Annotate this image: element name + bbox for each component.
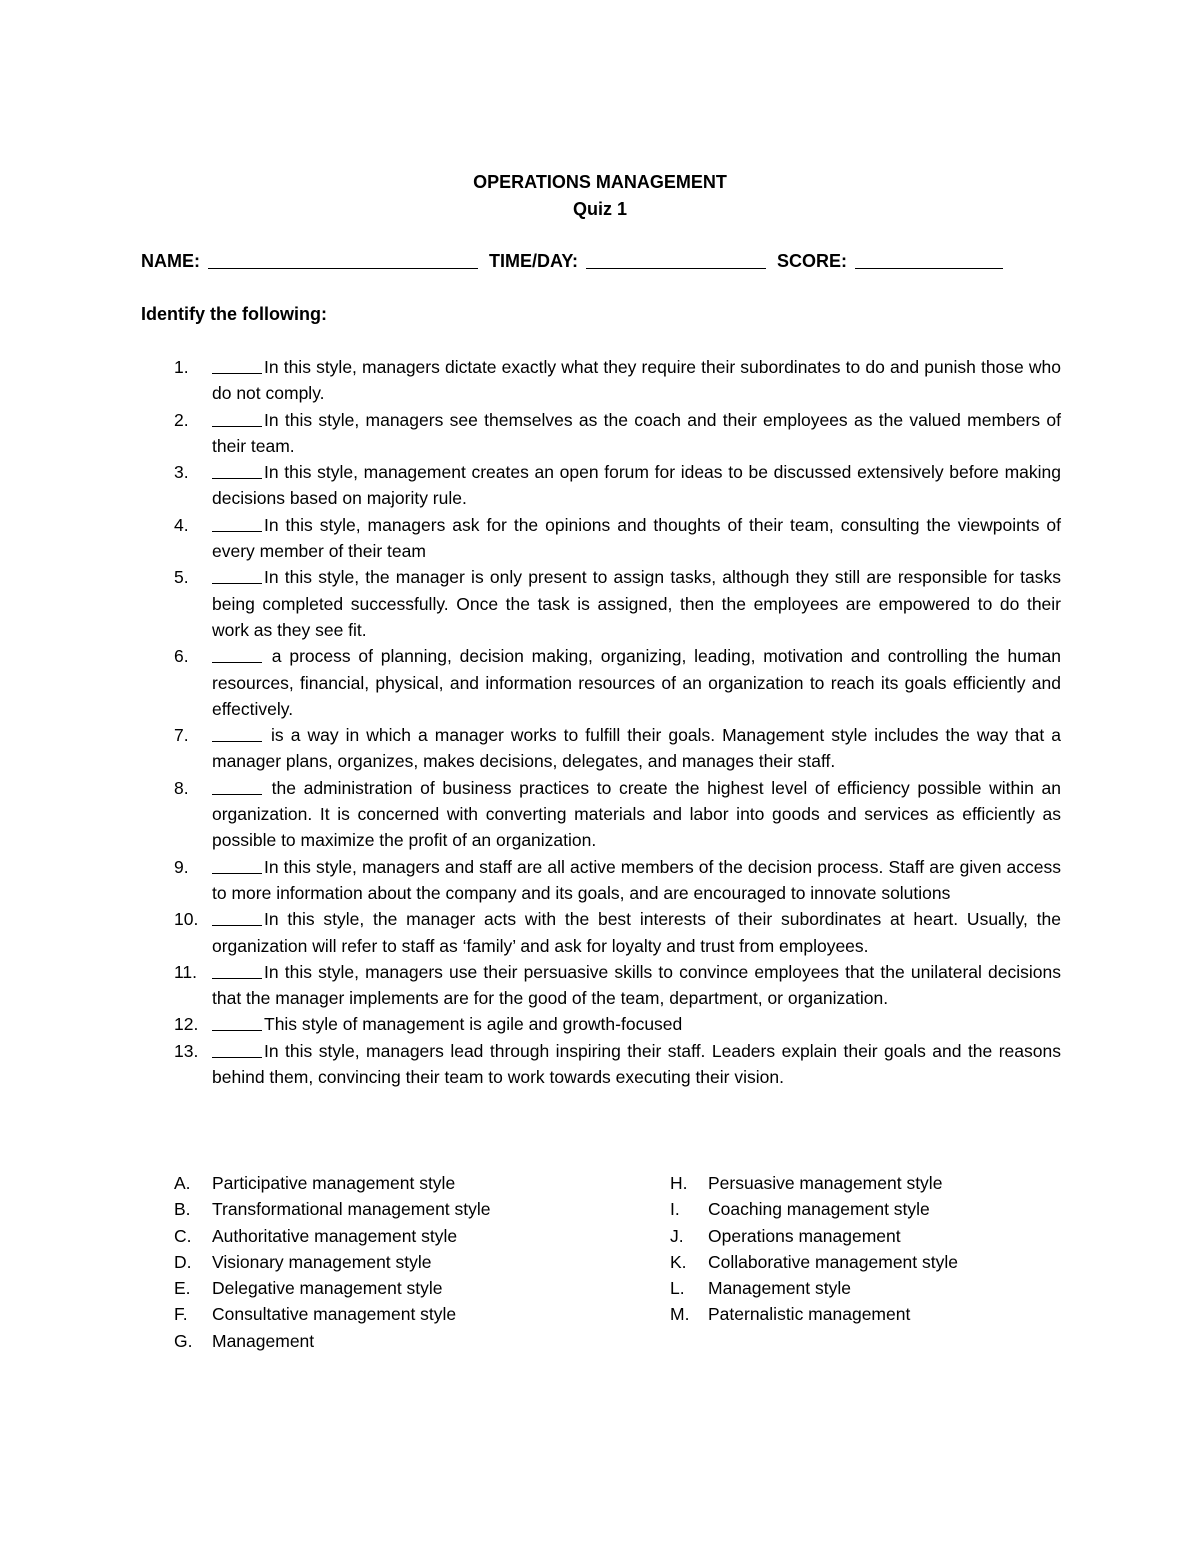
choice-item (670, 1275, 1070, 1301)
choice-item (670, 1301, 1070, 1327)
question-number: 11. (174, 961, 198, 982)
question-text: is a way in which a manager works to fulfill their goals. Management style includes the way that a manager plans, organizes, makes decisions, delegates, and manages their staff. (212, 725, 1061, 772)
answer-blank[interactable] (212, 1040, 262, 1058)
choice-letter: E. (174, 1278, 191, 1299)
choice-item (670, 1196, 1070, 1222)
choice-item (174, 1170, 634, 1196)
question-text: In this style, managers lead through inspiring their staff. Leaders explain their goals and the reasons behind them, convincing their team to work towards executing their vision. (212, 1040, 1061, 1088)
question-item (141, 1038, 1061, 1091)
time-day-label: TIME/DAY: (489, 251, 579, 271)
score-blank-line (855, 250, 1003, 269)
answer-blank[interactable] (212, 409, 262, 427)
choice-item (670, 1249, 1070, 1275)
choice-item (174, 1196, 634, 1222)
choice-letter: L. (670, 1278, 685, 1299)
answer-blank[interactable] (212, 961, 262, 979)
choice-text: Transformational management style (212, 1199, 491, 1220)
question-text: a process of planning, decision making, organizing, leading, motivation and controlling the human resources, financial, physical, and information resources of an organization to reach its goals efficiently and effectively. (212, 646, 1061, 719)
question-number: 9. (174, 856, 189, 877)
answer-blank[interactable] (212, 645, 262, 663)
question-text: This style of management is agile and growth-focused (264, 1014, 683, 1035)
question-number: 10. (174, 909, 199, 930)
choice-text: Paternalistic management (708, 1304, 911, 1325)
question-item (141, 1011, 1061, 1037)
choice-item (174, 1328, 634, 1354)
question-item (141, 775, 1061, 854)
choice-letter: M. (670, 1304, 690, 1325)
question-text: In this style, management creates an open forum for ideas to be discussed extensively before making decisions based on majority rule. (212, 462, 1061, 509)
choice-text: Delegative management style (212, 1278, 443, 1299)
choice-text: Participative management style (212, 1173, 456, 1193)
question-number: 2. (174, 409, 189, 430)
question-number: 13. (174, 1040, 199, 1061)
choice-letter: J. (670, 1225, 684, 1246)
question-text: In this style, managers and staff are all active members of the decision process. Staff are given access to more information about the company and its goals, and are encouraged to innovate solutions (212, 856, 1061, 903)
choice-item (174, 1275, 634, 1301)
name-label: NAME: (141, 251, 200, 271)
score-label: SCORE: (777, 251, 848, 271)
question-item (141, 722, 1061, 775)
question-text: the administration of business practices to create the highest level of efficiency possible within an organization. It is concerned with converting materials and labor into goods and services as efficiently as possible to maximize the profit of an organization. (212, 777, 1061, 851)
question-item (141, 906, 1061, 959)
choice-text: Authoritative management style (212, 1225, 458, 1246)
answer-blank[interactable] (212, 461, 262, 479)
choice-text: Persuasive management style (708, 1173, 943, 1193)
question-text: In this style, managers use their persuasive skills to convince employees that the unilateral decisions that the manager implements are for the good of the team, department, or organization. (212, 961, 1061, 1009)
question-item (141, 959, 1061, 1012)
question-number: 7. (174, 725, 189, 746)
question-number: 5. (174, 567, 189, 588)
instructions-heading: Identify the following: (141, 304, 327, 324)
choice-letter: C. (174, 1225, 192, 1246)
choice-text: Operations management (708, 1225, 901, 1246)
choice-letter: A. (174, 1173, 191, 1193)
question-text: In this style, the manager acts with the best interests of their subordinates at heart. Usually, the organization will refer to staff as ‘family’ and ask for loyalty and trust from employees. (212, 909, 1061, 956)
choice-letter: G. (174, 1330, 193, 1351)
question-number: 12. (174, 1014, 199, 1035)
choice-letter: I. (670, 1199, 680, 1220)
question-number: 1. (174, 357, 189, 377)
answer-blank[interactable] (212, 777, 262, 795)
question-item (141, 564, 1061, 643)
question-text: In this style, managers see themselves as the coach and their employees as the valued members of their team. (212, 409, 1061, 456)
choice-letter: F. (174, 1304, 188, 1325)
question-item (141, 854, 1061, 907)
page-title: OPERATIONS MANAGEMENT (473, 172, 727, 192)
question-item (141, 407, 1061, 460)
question-number: 4. (174, 514, 189, 535)
name-blank-line (208, 250, 478, 269)
choice-letter: B. (174, 1199, 191, 1220)
choice-text: Management (212, 1330, 315, 1351)
choice-item (174, 1223, 634, 1249)
answer-blank[interactable] (212, 908, 262, 926)
answer-blank[interactable] (212, 356, 262, 374)
choice-text: Management style (708, 1278, 851, 1299)
choice-text: Visionary management style (212, 1251, 432, 1272)
choice-letter: K. (670, 1251, 687, 1272)
choice-letter: H. (670, 1173, 688, 1193)
choice-item (174, 1249, 634, 1275)
question-item (141, 643, 1061, 722)
answer-blank[interactable] (212, 566, 262, 584)
choice-letter: D. (174, 1251, 192, 1272)
choice-text: Coaching management style (708, 1199, 930, 1220)
question-list (141, 354, 1061, 1090)
question-number: 6. (174, 646, 189, 667)
choice-item (174, 1301, 634, 1327)
question-item (141, 459, 1061, 512)
choices-right-column (670, 1170, 1070, 1328)
question-text: In this style, managers ask for the opinions and thoughts of their team, consulting the viewpoints of every member of their team (212, 514, 1061, 562)
choices-left-column (174, 1170, 634, 1354)
question-item (141, 512, 1061, 565)
question-number: 3. (174, 462, 189, 483)
question-number: 8. (174, 777, 189, 798)
question-item (141, 354, 1061, 407)
answer-blank[interactable] (212, 514, 262, 532)
student-info-fields (141, 249, 1061, 273)
answer-blank[interactable] (212, 724, 262, 742)
choice-text: Collaborative management style (708, 1251, 958, 1272)
answer-blank[interactable] (212, 856, 262, 874)
choice-item (670, 1170, 1070, 1196)
choice-item (670, 1223, 1070, 1249)
choice-text: Consultative management style (212, 1304, 457, 1325)
time-day-blank-line (586, 250, 766, 269)
answer-blank[interactable] (212, 1013, 262, 1031)
page-subtitle: Quiz 1 (572, 199, 627, 219)
question-text: In this style, the manager is only present to assign tasks, although they still are responsible for tasks being completed successfully. Once the task is assigned, then the employees are empowered to do their work as they see fit. (212, 567, 1061, 640)
question-text: In this style, managers dictate exactly what they require their subordinates to do and punish those who do not comply. (212, 357, 1061, 404)
